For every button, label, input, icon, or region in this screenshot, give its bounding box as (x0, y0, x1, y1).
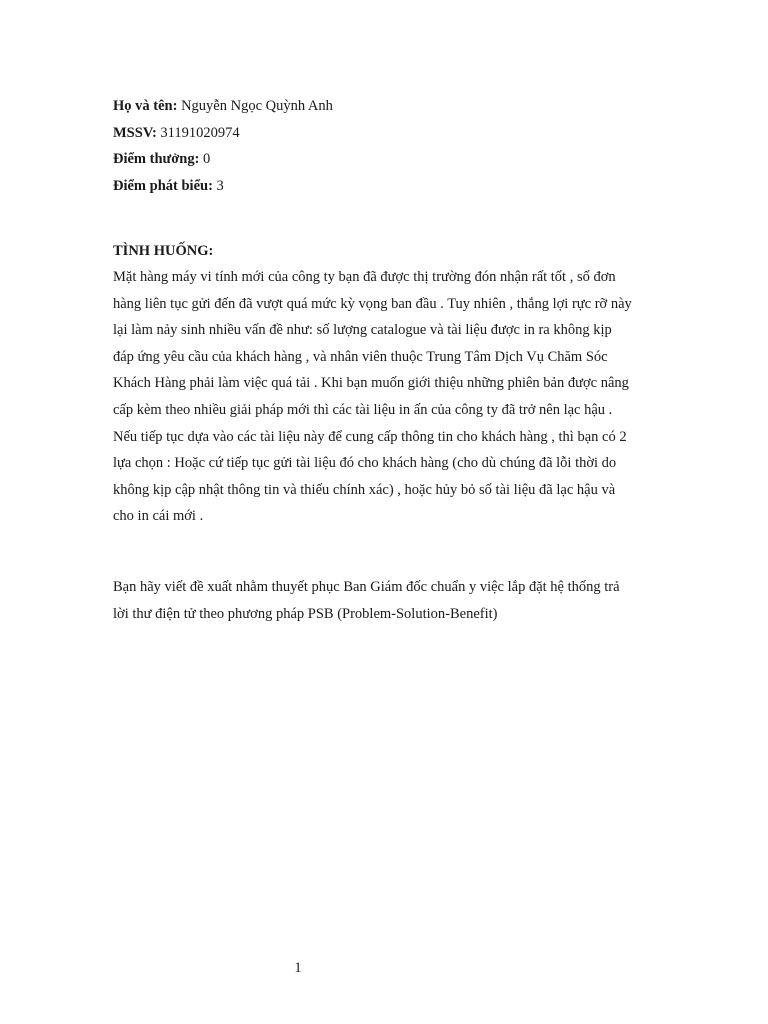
student-id-row (113, 120, 333, 147)
situation-paragraph (113, 264, 658, 530)
paragraph-line: hàng liên tục gửi đến đã vượt quá mức kỳ vọng ban đầu . Tuy nhiên , thắng lợi rực rỡ này (113, 295, 632, 312)
paragraph-line: Nếu tiếp tục dựa vào các tài liệu này để cung cấp thông tin cho khách hàng , thì bạn có 2 (113, 428, 627, 445)
paragraph-line: lại làm nảy sinh nhiều vấn đề như: số lượng catalogue và tài liệu được in ra không kịp (113, 322, 612, 339)
student-name-value: Nguyễn Ngọc Quỳnh Anh (177, 98, 333, 114)
page-number: 1 (294, 960, 302, 976)
paragraph-line: không kịp cập nhật thông tin và thiếu chính xác) , hoặc hủy bỏ số tài liệu đã lạc hậu và (113, 481, 616, 498)
paragraph-line: cấp kèm theo nhiều giải pháp mới thì các tài liệu in ấn của công ty đã trở nên lạc hậu . (113, 401, 613, 418)
speech-score-row (113, 173, 333, 200)
student-name-row (113, 93, 333, 120)
assignment-prompt (113, 574, 658, 628)
situation-heading: TÌNH HUỐNG: (113, 243, 214, 259)
bonus-score-row (113, 146, 333, 173)
student-info (113, 93, 333, 199)
prompt-line: Bạn hãy viết đề xuất nhằm thuyết phục Ban Giám đốc chuẩn y việc lắp đặt hệ thống trả (113, 579, 620, 595)
paragraph-line: đáp ứng yêu cầu của khách hàng , và nhân viên thuộc Trung Tâm Dịch Vụ Chăm Sóc (113, 348, 608, 365)
bonus-score-label: Điểm thưởng: (113, 151, 200, 167)
paragraph-line: cho in cái mới . (113, 508, 204, 525)
prompt-line: lời thư điện tử theo phương pháp PSB (Problem-Solution-Benefit) (113, 606, 498, 622)
bonus-score-value: 0 (199, 151, 211, 167)
paragraph-line: Mặt hàng máy vi tính mới của công ty bạn đã được thị trường đón nhận rất tốt , số đơn (113, 269, 616, 285)
speech-score-value: 3 (212, 177, 224, 194)
student-id-label: MSSV: (113, 124, 157, 141)
speech-score-label: Điểm phát biểu: (113, 177, 213, 194)
paragraph-line: Khách Hàng phải làm việc quá tải . Khi bạn muốn giới thiệu những phiên bản được nâng (113, 375, 629, 392)
student-name-label: Họ và tên: (113, 98, 178, 114)
student-id-value: 31191020974 (156, 124, 240, 141)
paragraph-line: lựa chọn : Hoặc cứ tiếp tục gửi tài liệu đó cho khách hàng (cho dù chúng đã lỗi thời do (113, 455, 617, 472)
